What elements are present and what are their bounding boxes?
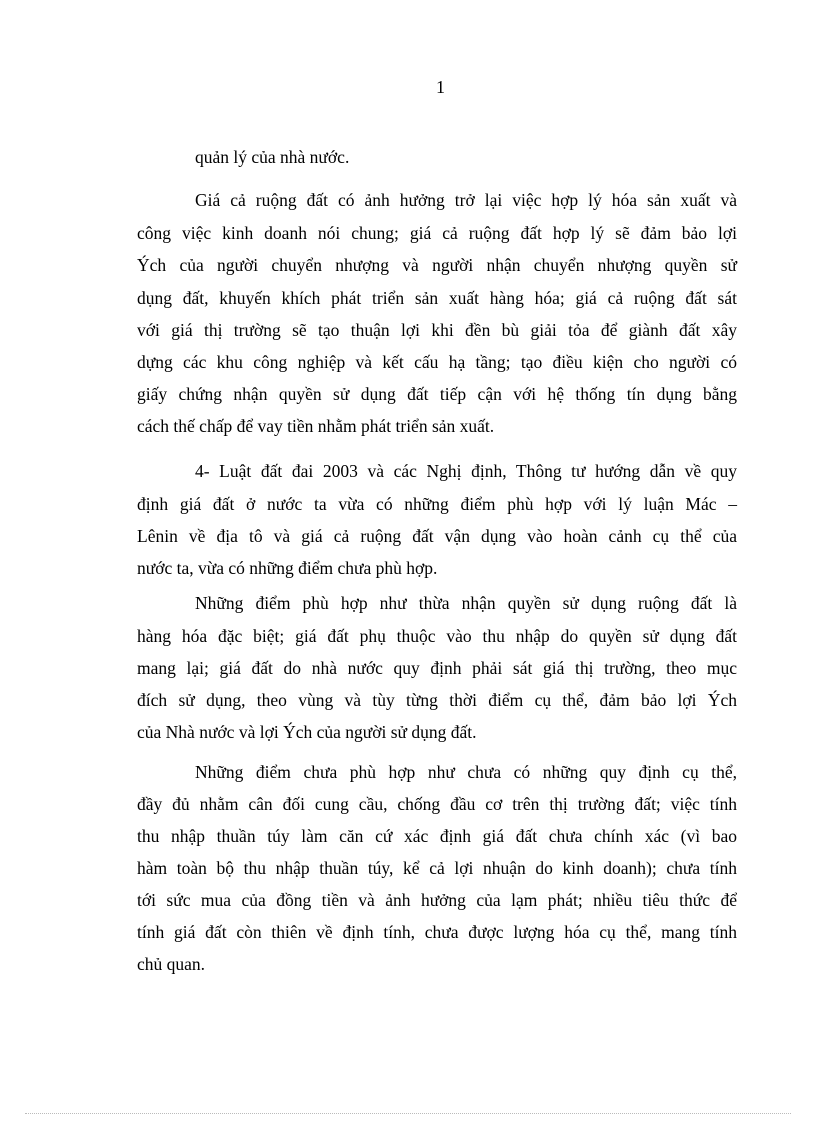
paragraph-line: Ých của người chuyển nhượng và người nhận chuyển nhượng quyền sử xyxy=(137,255,737,275)
paragraph-line: dựng các khu công nghiệp và kết cấu hạ tầng; tạo điều kiện cho người có xyxy=(137,352,737,372)
page-bottom-divider xyxy=(25,1113,791,1114)
paragraph-line: tới sức mua của đồng tiền và ảnh hưởng của lạm phát; nhiều tiêu thức để xyxy=(137,890,737,910)
paragraph-line: Những điểm chưa phù hợp như chưa có những quy định cụ thể, xyxy=(195,762,737,782)
paragraph-line: quản lý của nhà nước. xyxy=(195,147,350,167)
paragraph-line: nước ta, vừa có những điểm chưa phù hợp. xyxy=(137,558,438,578)
paragraph-line: cách thế chấp để vay tiền nhằm phát triển sản xuất. xyxy=(137,416,495,436)
paragraph-line: định giá đất ở nước ta vừa có những điểm phù hợp với lý luận Mác – xyxy=(137,494,737,514)
paragraph-line: Những điểm phù hợp như thừa nhận quyền sử dụng ruộng đất là xyxy=(195,593,737,613)
paragraph-line: của Nhà nước và lợi Ých của người sử dụng đất. xyxy=(137,722,477,742)
paragraph-line: với giá thị trường sẽ tạo thuận lợi khi đền bù giải tỏa để giành đất xây xyxy=(137,320,737,340)
paragraph-line: dụng đất, khuyến khích phát triển sản xuất hàng hóa; giá cả ruộng đất sát xyxy=(137,288,737,308)
paragraph-line: hàng hóa đặc biệt; giá đất phụ thuộc vào thu nhập do quyền sử dụng đất xyxy=(137,626,737,646)
paragraph-line: thu nhập thuần túy làm căn cứ xác định giá đất chưa chính xác (vì bao xyxy=(137,826,737,846)
page-number: 1 xyxy=(436,77,445,97)
paragraph-line: đích sử dụng, theo vùng và tùy từng thời điểm cụ thể, đảm bảo lợi Ých xyxy=(137,690,737,710)
paragraph-line: công việc kinh doanh nói chung; giá cả ruộng đất hợp lý sẽ đảm bảo lợi xyxy=(137,223,737,243)
paragraph-line: Lênin về địa tô và giá cả ruộng đất vận dụng vào hoàn cảnh cụ thể của xyxy=(137,526,737,546)
paragraph-line: 4- Luật đất đai 2003 và các Nghị định, Thông tư hướng dẫn về quy xyxy=(195,461,737,481)
paragraph-line: hàm toàn bộ thu nhập thuần túy, kể cả lợi nhuận do kinh doanh); chưa tính xyxy=(137,858,737,878)
paragraph-line: mang lại; giá đất do nhà nước quy định phải sát giá thị trường, theo mục xyxy=(137,658,737,678)
paragraph-line: tính giá đất còn thiên về định tính, chưa được lượng hóa cụ thể, mang tính xyxy=(137,922,737,942)
paragraph-line: đầy đủ nhằm cân đối cung cầu, chống đầu cơ trên thị trường đất; việc tính xyxy=(137,794,737,814)
paragraph-line: chủ quan. xyxy=(137,954,206,974)
paragraph-line: Giá cả ruộng đất có ảnh hưởng trở lại việc hợp lý hóa sản xuất và xyxy=(195,190,737,210)
paragraph-line: giấy chứng nhận quyền sử dụng đất tiếp cận với hệ thống tín dụng bằng xyxy=(137,384,737,404)
